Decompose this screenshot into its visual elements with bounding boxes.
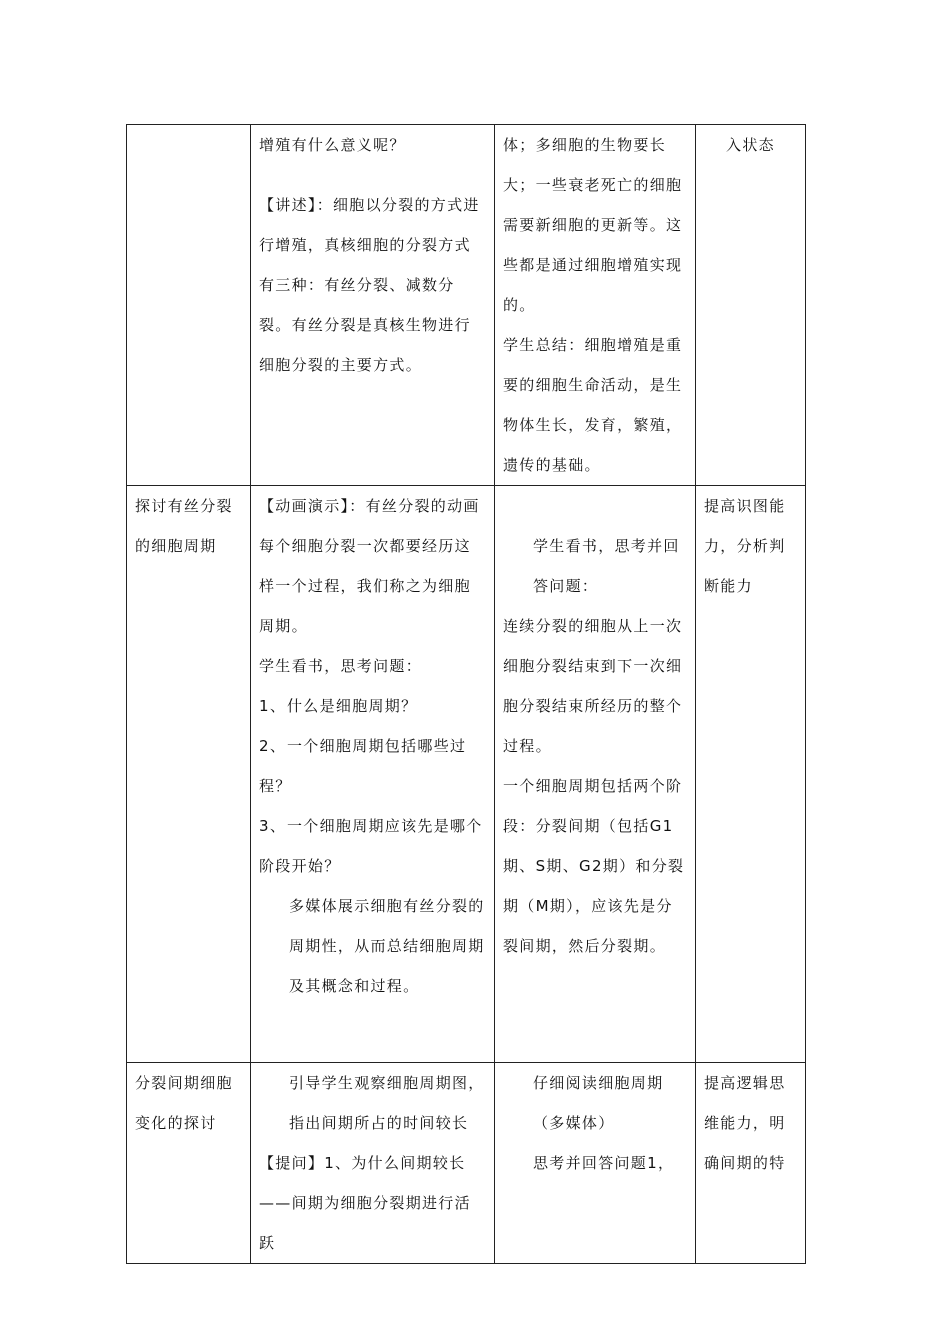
table-row [127,486,806,1063]
list-number: 1、 [259,697,287,715]
blank-line [259,165,486,185]
cell-student-activity [495,486,696,1063]
cell-design-intent [696,486,806,1063]
paragraph: 分裂间期细胞变化的探讨 [135,1074,233,1132]
list-number: 3、 [259,817,287,835]
paragraph: 体；多细胞的生物要长大；一些衰老死亡的细胞需要新细胞的更新等。这些都是通过细胞增殖实现的。 [503,136,683,314]
list-item-text: 一个细胞周期包括哪些过程？ [259,737,467,795]
list-item [259,726,486,806]
paragraph: 多媒体展示细胞有丝分裂的周期性，从而总结细胞周期及其概念和过程。 [289,897,485,995]
cell-student-activity [495,125,696,486]
paragraph: 每个细胞分裂一次都要经历这样一个过程，我们称之为细胞周期。 [259,537,471,635]
cell-design-intent [696,125,806,486]
cell-topic [127,1063,251,1264]
paragraph: 入状态 [726,136,775,154]
blank-line [503,486,687,506]
cell-teacher-activity [251,1063,495,1264]
cell-student-activity [495,1063,696,1264]
paragraph: 【动画演示】：有丝分裂的动画 [259,497,480,515]
paragraph: 提高识图能力，分析判断能力 [704,497,786,595]
paragraph: 学生看书，思考并回答问题： [533,537,680,595]
lesson-plan-table [126,124,806,1264]
paragraph: 【提问】1、为什么间期较长——间期为细胞分裂期进行活跃 [259,1154,471,1252]
cell-topic [127,125,251,486]
paragraph: 探讨有丝分裂的细胞周期 [135,497,233,555]
paragraph: 学生总结：细胞增殖是重要的细胞生命活动，是生物体生长，发育，繁殖，遗传的基础。 [503,336,683,474]
list-item-text: 一个细胞周期应该先是哪个阶段开始？ [259,817,483,875]
paragraph: 引导学生观察细胞周期图，指出间期所占的时间较长 [289,1074,485,1132]
paragraph: 增殖有什么意义呢？ [259,136,406,154]
paragraph: 【讲述】：细胞以分裂的方式进行增殖，真核细胞的分裂方式有三种：有丝分裂、减数分裂。有丝分裂是真核生物进行细胞分裂的主要方式。 [259,196,480,374]
paragraph: 提高逻辑思维能力，明确间期的特 [704,1074,786,1172]
blank-line [503,506,687,526]
table-row [127,125,806,486]
cell-design-intent [696,1063,806,1264]
cell-topic [127,486,251,1063]
list-number: 2、 [259,737,287,755]
list-item-text: 什么是细胞周期？ [287,697,418,715]
paragraph: 学生看书，思考问题： [259,657,423,675]
paragraph: 仔细阅读细胞周期（多媒体） [533,1074,664,1132]
list-item [259,686,486,726]
list-item [259,806,486,886]
paragraph: 连续分裂的细胞从上一次细胞分裂结束到下一次细胞分裂结束所经历的整个过程。 [503,617,683,755]
cell-teacher-activity [251,125,495,486]
paragraph: 一个细胞周期包括两个阶段：分裂间期（包括G1期、S期、G2期）和分裂期（M期），应该先是分裂间期，然后分裂期。 [503,777,685,955]
cell-teacher-activity [251,486,495,1063]
table-row [127,1063,806,1264]
paragraph: 思考并回答问题1， [533,1154,675,1172]
